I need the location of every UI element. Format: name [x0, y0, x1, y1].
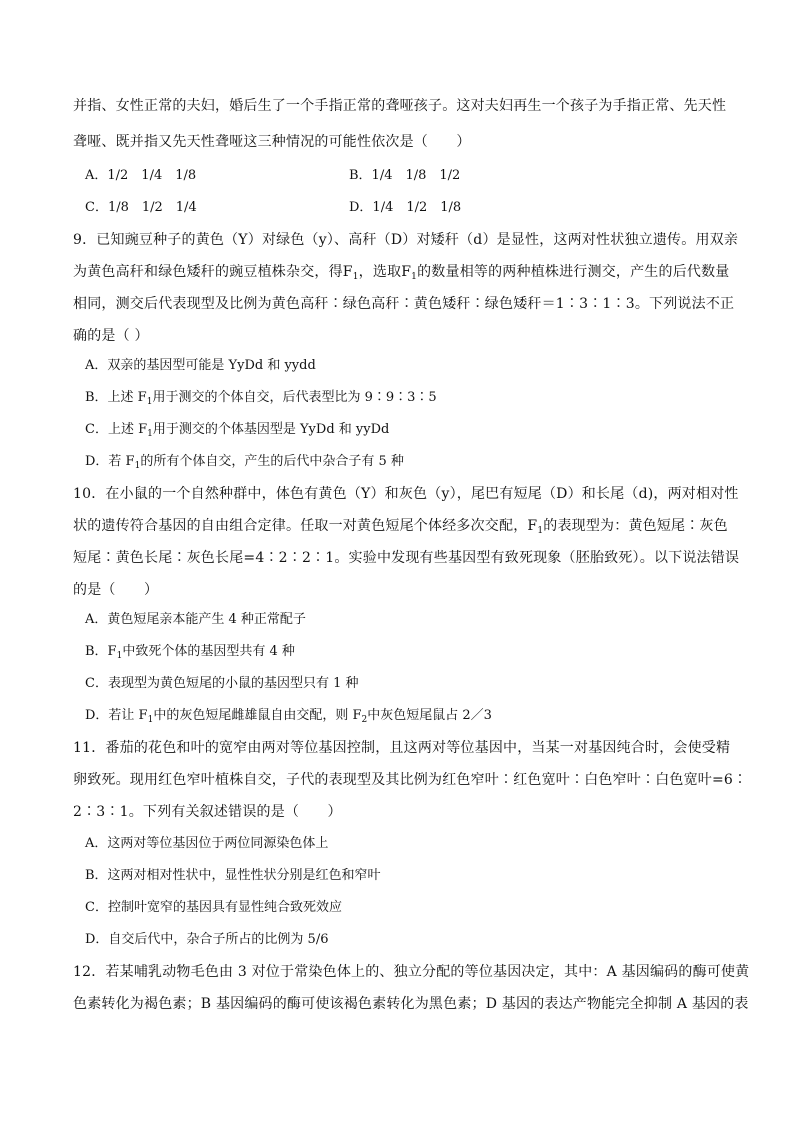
q8-option-c: C．1/8 1/2 1/4	[85, 200, 197, 215]
q10-line-4: 的是（ ）	[73, 582, 159, 598]
q9-line-1: 9．已知豌豆种子的黄色（Y）对绿色（y）、高秆（D）对矮秆（d）是显性，这两对性状独立遗传。用双亲	[73, 232, 739, 248]
q9-line-2: 为黄色高秆和绿色矮秆的豌豆植株杂交，得$F_1$，选取$F_1$的数量相等的两种植株进行测交，产生的后代数量	[73, 264, 730, 282]
q10-option-a: A．黄色短尾亲本能产生 4 种正常配子	[85, 612, 306, 627]
q11-line-2: 卵致死。现用红色窄叶植株自交，子代的表现型及其比例为红色窄叶∶红色宽叶∶白色窄叶∶白色宽叶=6∶	[73, 772, 748, 788]
q8-option-b: B．1/4 1/8 1/2	[349, 168, 461, 183]
q10-line-1: 10．在小鼠的一个自然种群中，体色有黄色（Y）和灰色（y），尾巴有短尾（D）和长尾（d)，两对相对性	[73, 486, 739, 502]
q8-line-1: 并指、女性正常的夫妇，婚后生了一个手指正常的聋哑孩子。这对夫妇再生一个孩子为手指正常、先天性	[73, 98, 727, 114]
q11-option-a: A．这两对等位基因位于两位同源染色体上	[85, 836, 329, 851]
q11-option-b: B．这两对相对性状中，显性性状分别是红色和窄叶	[85, 868, 381, 883]
q8-option-d: D．1/4 1/2 1/8	[349, 200, 462, 215]
q10-option-b: B．$F_1$中致死个体的基因型共有 4 种	[85, 644, 295, 661]
q9-line-4: 确的是（ ）	[73, 328, 149, 344]
q9-option-a: A．双亲的基因型可能是 YyDd 和 yydd	[85, 358, 316, 373]
q9-option-c: C．上述 $F_1$用于测交的个体基因型是 YyDd 和 yyDd	[85, 422, 390, 439]
q8-option-a: A．1/2 1/4 1/8	[85, 168, 197, 183]
q8-line-2: 聋哑、既并指又先天性聋哑这三种情况的可能性依次是（ ）	[73, 134, 471, 150]
q12-line-2: 色素转化为褐色素；B 基因编码的酶可使该褐色素转化为黑色素；D 基因的表达产物能完全抑制 A 基因的表	[73, 996, 749, 1012]
q10-line-2: 状的遗传符合基因的自由组合定律。任取一对黄色短尾个体经多次交配，$F_1$的表现型为：黄色短尾∶灰色	[73, 518, 728, 536]
q10-line-3: 短尾∶黄色长尾∶灰色长尾=4∶2∶2∶1。实验中发现有些基因型有致死现象（胚胎致死）。以下说法错误	[73, 550, 740, 566]
q11-option-d: D．自交后代中，杂合子所占的比例为 5/6	[85, 932, 329, 947]
q11-line-3: 2∶3∶1。下列有关叙述错误的是（ ）	[73, 804, 342, 820]
q11-line-1: 11．番茄的花色和叶的宽窄由两对等位基因控制，且这两对等位基因中，当某一对基因纯合时，会使受精	[73, 740, 731, 756]
q9-option-b: B．上述 $F_1$用于测交的个体自交，后代表型比为 9∶9∶3∶5	[85, 390, 437, 407]
q9-option-d: D．若 $F_1$的所有个体自交，产生的后代中杂合子有 5 种	[85, 454, 404, 471]
q9-line-3: 相同，测交后代表现型及比例为黄色高秆∶绿色高秆∶黄色矮秆∶绿色矮秆＝1∶3∶1∶3。下列说法不正	[73, 296, 735, 312]
q11-option-c: C．控制叶宽窄的基因具有显性纯合致死效应	[85, 900, 342, 915]
q10-option-c: C．表现型为黄色短尾的小鼠的基因型只有 1 种	[85, 676, 359, 691]
q10-option-d: D．若让 $F_1$中的灰色短尾雌雄鼠自由交配，则 $F_2$中灰色短尾鼠占 2／3	[85, 708, 492, 725]
q12-line-1: 12．若某哺乳动物毛色由 3 对位于常染色体上的、独立分配的等位基因决定，其中：A 基因编码的酶可使黄	[73, 964, 750, 980]
